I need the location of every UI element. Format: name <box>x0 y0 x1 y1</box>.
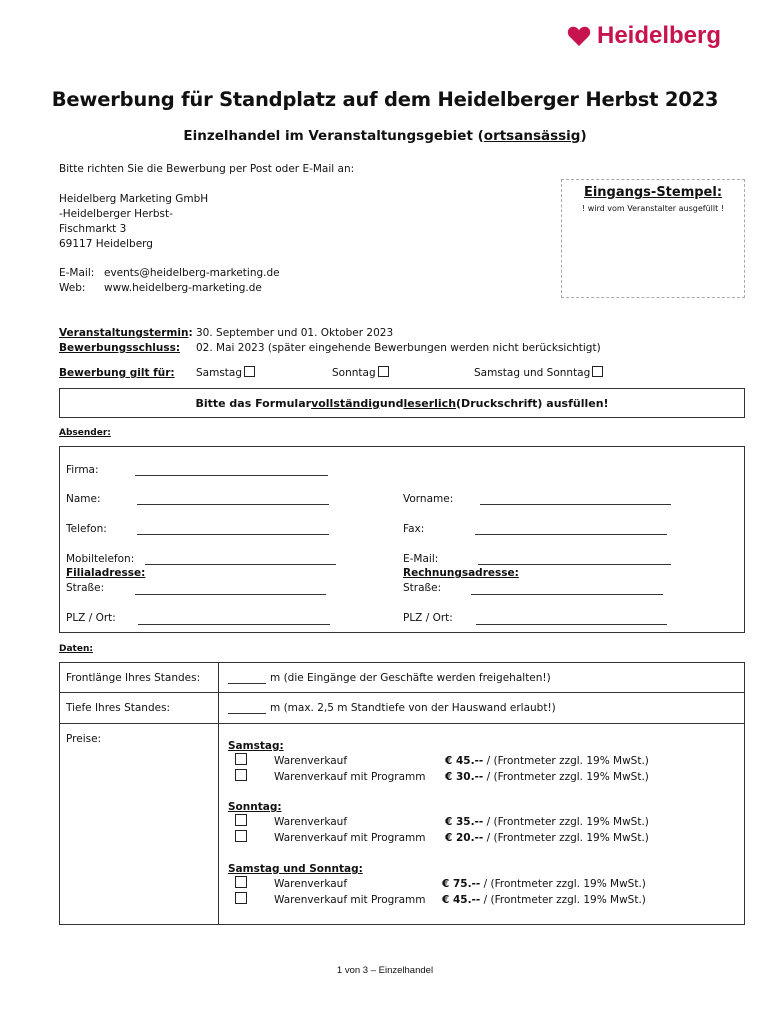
filiale-strasse-label: Straße: <box>66 582 105 594</box>
samstag-item-1-label: Warenverkauf <box>274 755 348 767</box>
sonntag-item-1-price-row: € 35.-- / (Frontmeter zzgl. 19% MwSt.) <box>445 816 649 828</box>
beide-item-1-label: Warenverkauf <box>274 878 348 890</box>
samstag-item-1-price-row: € 45.-- / (Frontmeter zzgl. 19% MwSt.) <box>445 755 649 767</box>
gilt-label: Bewerbung gilt für: <box>59 367 175 379</box>
vorname-field[interactable] <box>480 504 671 505</box>
termin-value: 30. September und 01. Oktober 2023 <box>196 327 394 339</box>
option-sonntag[interactable]: Sonntag <box>332 366 389 381</box>
page-footer: 1 von 3 – Einzelhandel <box>336 965 434 976</box>
front-label: Frontlänge Ihres Standes: <box>66 672 201 684</box>
sonntag-item-1-label: Warenverkauf <box>274 816 348 828</box>
rechnung-strasse-label: Straße: <box>403 582 442 594</box>
schluss-label: Bewerbungsschluss: <box>59 342 181 354</box>
stamp-heading: Eingangs-Stempel: <box>583 185 723 200</box>
checkbox-samstag[interactable] <box>244 366 255 377</box>
notice-box: Bitte das Formular vollständig und leserlich (Druckschrift) ausfüllen! <box>59 388 745 418</box>
checkbox-samstag-programm[interactable] <box>235 769 247 781</box>
front-field[interactable] <box>228 683 266 684</box>
tiefe-label: Tiefe Ihres Standes: <box>66 702 171 714</box>
samstag-item-2-label: Warenverkauf mit Programm <box>274 771 426 783</box>
checkbox-sonntag-warenverkauf[interactable] <box>235 814 247 826</box>
checkbox-beide-programm[interactable] <box>235 892 247 904</box>
fax-field[interactable] <box>475 534 667 535</box>
beide-item-2-label: Warenverkauf mit Programm <box>274 894 426 906</box>
fax-label: Fax: <box>403 523 425 535</box>
email-link[interactable]: events@heidelberg-marketing.de <box>104 267 280 279</box>
preise-label: Preise: <box>66 733 102 745</box>
mobil-label: Mobiltelefon: <box>66 553 135 565</box>
sonntag-item-2-price-row: € 20.-- / (Frontmeter zzgl. 19% MwSt.) <box>445 832 649 844</box>
stamp-note: ! wird vom Veranstalter ausgefüllt ! <box>582 204 724 213</box>
heidelberg-logo <box>567 22 721 50</box>
daten-row-divider-2 <box>59 723 745 724</box>
absender-email-field[interactable] <box>478 564 671 565</box>
rechnung-plz-field[interactable] <box>476 624 667 625</box>
schluss-value: 02. Mai 2023 (später eingehende Bewerbungen werden nicht berücksichtigt) <box>196 342 601 354</box>
filiale-plz-label: PLZ / Ort: <box>66 612 116 624</box>
checkbox-samstag-und-sonntag[interactable] <box>592 366 603 377</box>
name-field[interactable] <box>137 504 329 505</box>
heart-icon <box>567 25 591 47</box>
mobil-field[interactable] <box>145 564 336 565</box>
group-samstag-heading: Samstag: <box>228 740 284 752</box>
tiefe-hint: m (max. 2,5 m Standtiefe von der Hauswand erlaubt!) <box>270 702 556 714</box>
absender-email-label: E-Mail: <box>403 553 439 565</box>
telefon-label: Telefon: <box>66 523 107 535</box>
front-hint: m (die Eingänge der Geschäfte werden freigehalten!) <box>270 672 551 684</box>
firma-label: Firma: <box>66 464 99 476</box>
filiale-heading: Filialadresse: <box>66 567 146 579</box>
daten-heading: Daten: <box>59 644 93 654</box>
logo-text: Heidelberg <box>597 22 722 49</box>
samstag-item-2-price-row: € 30.-- / (Frontmeter zzgl. 19% MwSt.) <box>445 771 649 783</box>
sonntag-item-2-label: Warenverkauf mit Programm <box>274 832 426 844</box>
vorname-label: Vorname: <box>403 493 454 505</box>
address-line-3: Fischmarkt 3 <box>59 223 127 235</box>
address-line-4: 69117 Heidelberg <box>59 238 153 250</box>
daten-row-divider-1 <box>59 692 745 693</box>
group-sonntag-heading: Sonntag: <box>228 801 282 813</box>
checkbox-sonntag[interactable] <box>378 366 389 377</box>
filiale-plz-field[interactable] <box>138 624 330 625</box>
group-beide-heading: Samstag und Sonntag: <box>228 863 363 875</box>
address-line-1: Heidelberg Marketing GmbH <box>59 193 209 205</box>
firma-field[interactable] <box>135 475 328 476</box>
name-label: Name: <box>66 493 101 505</box>
telefon-field[interactable] <box>137 534 329 535</box>
beide-item-1-price-row: € 75.-- / (Frontmeter zzgl. 19% MwSt.) <box>442 878 646 890</box>
web-link[interactable]: www.heidelberg-marketing.de <box>104 282 262 294</box>
checkbox-sonntag-programm[interactable] <box>235 830 247 842</box>
termin-row: Veranstaltungstermin: <box>59 327 193 339</box>
filiale-strasse-field[interactable] <box>135 594 326 595</box>
checkbox-samstag-warenverkauf[interactable] <box>235 753 247 765</box>
rechnung-plz-label: PLZ / Ort: <box>403 612 453 624</box>
address-line-2: -Heidelberger Herbst- <box>59 208 173 220</box>
email-label: E-Mail: <box>59 267 95 279</box>
tiefe-field[interactable] <box>228 713 266 714</box>
web-label: Web: <box>59 282 86 294</box>
page-title: Bewerbung für Standplatz auf dem Heidelberger Herbst 2023 <box>51 88 719 111</box>
stamp-box <box>561 179 745 298</box>
beide-item-2-price-row: € 45.-- / (Frontmeter zzgl. 19% MwSt.) <box>442 894 646 906</box>
option-beide[interactable]: Samstag und Sonntag <box>474 366 603 381</box>
option-samstag[interactable]: Samstag <box>196 366 255 381</box>
rechnung-strasse-field[interactable] <box>471 594 663 595</box>
page-subtitle: Einzelhandel im Veranstaltungsgebiet (ortsansässig) <box>183 128 587 144</box>
daten-column-divider <box>218 662 219 925</box>
checkbox-beide-warenverkauf[interactable] <box>235 876 247 888</box>
rechnung-heading: Rechnungsadresse: <box>403 567 519 579</box>
absender-heading: Absender: <box>59 428 111 438</box>
intro-text: Bitte richten Sie die Bewerbung per Post oder E-Mail an: <box>59 163 355 175</box>
